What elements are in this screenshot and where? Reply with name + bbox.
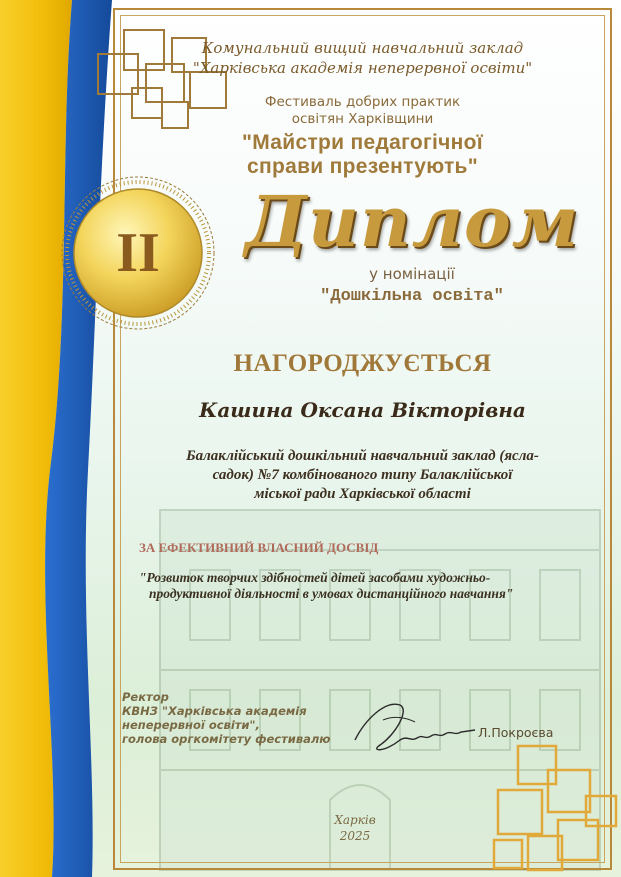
city: Харків (334, 813, 376, 827)
recipient-name: Кашина Оксана Вікторівна (199, 398, 526, 422)
handwritten-signature (345, 690, 485, 760)
festival-line-1: Фестиваль добрих практик (264, 94, 461, 110)
organization-line-1: Балаклійський дошкільний навчальний заклад (ясла- (186, 448, 539, 464)
festival-title (130, 131, 595, 179)
signatory-title-line-2: КВНЗ "Харківська академія (122, 704, 307, 718)
institution-name (130, 38, 595, 78)
organization-line-2: садок) №7 комбінованого типу Балаклійської (212, 467, 513, 483)
corner-squares-bottom (488, 740, 621, 877)
award-reason: ЗА ЕФЕКТИВНИЙ ВЛАСНИЙ ДОСВІД (139, 540, 379, 555)
topic-line-1: "Розвиток творчих здібностей дітей засобами художньо- (139, 570, 491, 585)
signatory-title-line-4: голова оргкомітету фестивалю (122, 732, 331, 746)
award-heading: НАГОРОДЖУЄТЬСЯ (233, 350, 492, 377)
organization-line-3: міської ради Харківської області (254, 486, 471, 502)
nomination-name: "Дошкільна освіта" (320, 287, 504, 306)
institution-line-2: "Харківська академія неперервної освіти" (192, 59, 533, 77)
signatory-title-line-1: Ректор (122, 690, 169, 704)
organization-name (130, 447, 595, 504)
nomination-label: у номінації (369, 265, 455, 283)
topic-title (139, 570, 539, 602)
year: 2025 (339, 829, 371, 843)
institution-line-1: Комунальний вищий навчальний заклад (201, 39, 524, 57)
topic-line-2: продуктивної діяльності в умовах дистанційного навчання" (149, 586, 514, 601)
festival-title-line-1: "Майстри педагогічної (242, 131, 483, 154)
medal-place: II (116, 222, 160, 284)
signatory-title (122, 690, 330, 746)
festival-title-line-2: справи презентують" (247, 155, 478, 178)
diploma-title: Диплом (244, 180, 580, 263)
signatory-title-line-3: неперервної освіти", (122, 718, 260, 732)
place-and-year (300, 812, 410, 844)
signatory-name: Л.Покроєва (478, 725, 554, 740)
festival-line-2: освітян Харківщини (291, 111, 434, 127)
festival-name (130, 94, 595, 128)
